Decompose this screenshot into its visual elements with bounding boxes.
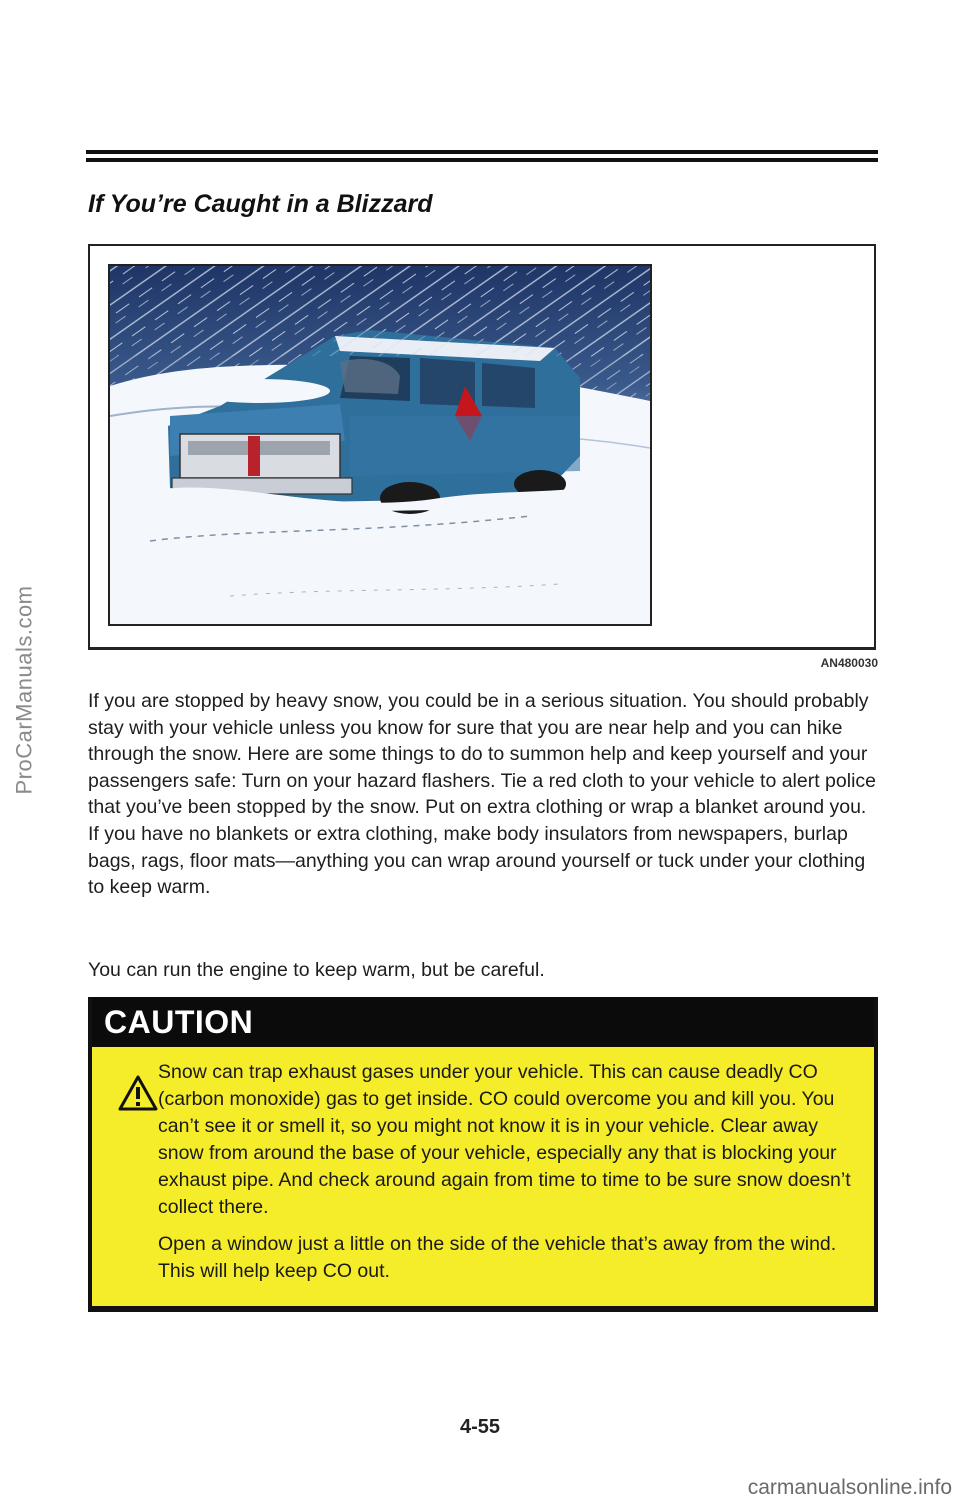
warning-triangle-icon [118,1075,158,1111]
body-paragraph: You can run the engine to keep warm, but be careful. [88,959,545,981]
blizzard-illustration [108,264,652,626]
body-paragraph: If you are stopped by heavy snow, you could be in a serious situation. You should probably stay with your vehicle unless you know for sure that you are near help and you can hike through the snow. Here are some things to do to summon help and keep yourself and your passengers safe: Turn on your hazard flashers. Tie a red cloth to your vehicle to alert police that you’ve been stopped by the snow. Put on extra clothing or wrap a blanket around you. If you have no blankets or extra clothing, make body insulators from newspapers, burlap bags, rags, floor mats—anything you can wrap around yourself or tuck under your clothing to keep warm. [88,690,877,899]
caution-header [92,997,874,1047]
figure-code: AN480030 [820,656,878,670]
section-title: If You’re Caught in a Blizzard [88,190,433,218]
side-watermark [4,560,44,820]
caution-box [88,997,878,1312]
caution-paragraph: Snow can trap exhaust gases under your vehicle. This can cause deadly CO (carbon monoxide) gas to get inside. CO could overcome you and kill you. You can’t see it or smell it, so you might not know it is in your vehicle. Clear away snow from around the base of your vehicle, especially any that is blocking your exhaust pipe. And check around again from time to time to be sure snow doesn’t collect there. [158,1061,851,1218]
section-rule [86,150,878,162]
side-watermark-text: ProCarManuals.com [11,585,37,795]
footer-watermark: carmanualsonline.info [747,1476,952,1499]
caution-paragraph: Open a window just a little on the side of the vehicle that’s away from the wind. This will help keep CO out. [158,1233,837,1282]
caution-heading: CAUTION [104,1003,254,1040]
page-number: 4-55 [459,1416,501,1438]
